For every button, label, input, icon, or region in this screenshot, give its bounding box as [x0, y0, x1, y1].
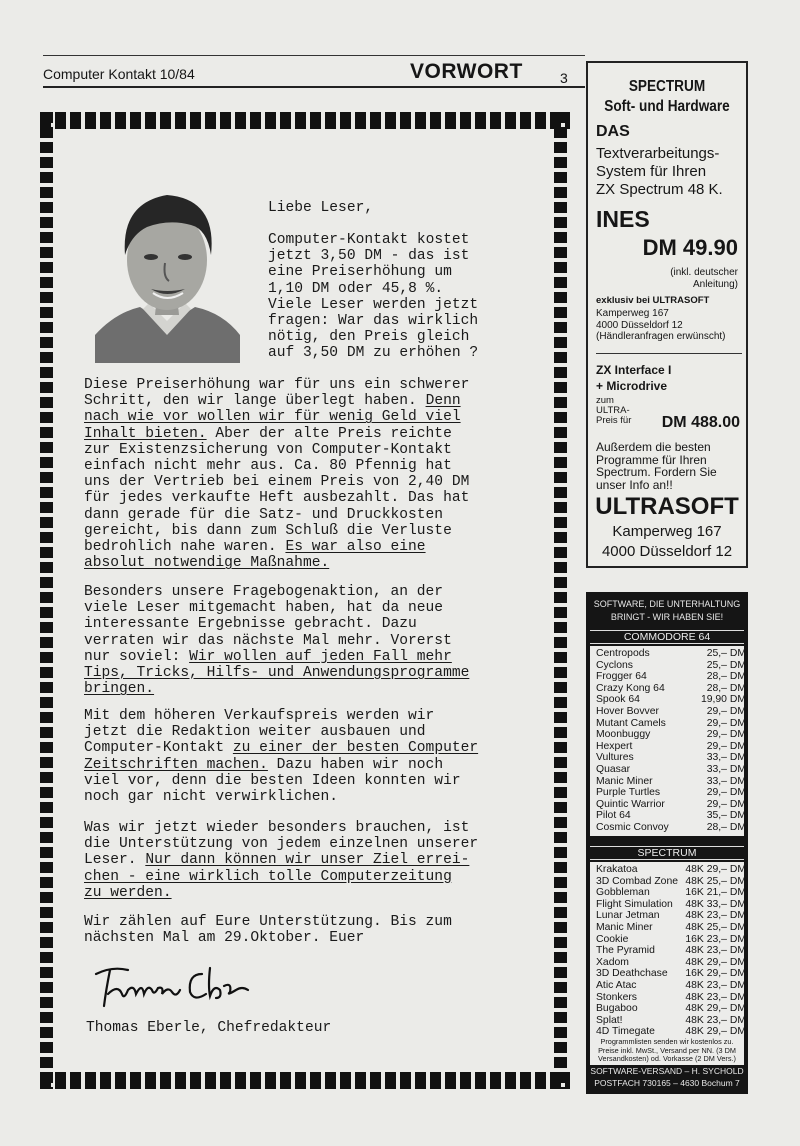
game-price: 48K 25,– DM — [685, 922, 746, 933]
game-name: Lunar Jetman — [596, 910, 660, 922]
game-name: 3D Deathchase — [596, 968, 668, 980]
page-number: 3 — [560, 70, 568, 86]
p3-text-b: Dazu haben wir noch viel vor, denn die besten Ideen konnten wir noch gar nicht verwirklichen. — [84, 756, 461, 806]
spectrum-list — [590, 862, 744, 1038]
ad-exclusive: exklusiv bei ULTRASOFT — [596, 295, 710, 306]
game-name: Spook 64 — [596, 694, 640, 706]
p4-underline-2: chen - eine wirklich tolle Computerzeitung — [84, 868, 452, 885]
game-row — [596, 729, 746, 741]
ad-title-spectrum: SPECTRUM — [628, 78, 706, 95]
game-name: Xadom — [596, 956, 629, 968]
intro-paragraph: Computer-Kontakt kostet jetzt 3,50 DM - das ist eine Preiserhöhung um 1,10 DM oder 45,8 %. Viele Leser werden jetzt fragen: War das wirklich nötig, den Preis gleich auf 3,50 DM zu erhöhen ? — [268, 232, 479, 362]
game-price: 29,– DM — [706, 706, 746, 717]
game-row — [596, 671, 746, 683]
signer-name: Thomas Eberle, Chefredakteur — [86, 1020, 332, 1036]
section-title: VORWORT — [410, 60, 523, 83]
game-price: 16K 21,– DM — [685, 887, 746, 899]
game-name: 4D Timegate — [596, 1026, 655, 1038]
game-price: 48K 29,– DM — [685, 1003, 746, 1015]
game-row — [596, 887, 746, 899]
game-name: Frogger 64 — [596, 671, 647, 683]
game-name: Purple Turtles — [596, 787, 661, 799]
game-price: 28,– DM — [706, 822, 746, 833]
frame-left — [40, 112, 53, 1089]
p2-underline-2: Tips, Tricks, Hilfs- und Anwendungsprogramme — [84, 665, 470, 682]
game-row — [596, 980, 746, 992]
game-row — [596, 648, 746, 660]
game-name: Centropods — [596, 648, 650, 659]
software-footer-address: POSTFACH 730165 – 4630 Bochum 7 — [594, 1078, 740, 1088]
p1-underline-2: nach wie vor wollen wir für wenig Geld viel — [84, 409, 461, 426]
game-price: 25,– DM — [706, 659, 746, 671]
game-price: 48K 23,– DM — [685, 980, 746, 991]
p2-underline-3: bringen. — [84, 681, 155, 698]
game-price: 29,– DM — [706, 787, 746, 799]
paragraph-3 — [84, 708, 478, 805]
commodore-label: COMMODORE 64 — [590, 630, 744, 644]
game-name: Hexpert — [596, 740, 633, 752]
game-row — [596, 992, 746, 1004]
frame-bottom — [40, 1072, 570, 1089]
game-name: Quintic Warrior — [596, 798, 665, 810]
game-name: Manic Miner — [596, 922, 653, 933]
ad-divider — [596, 353, 742, 354]
p4-underline-3: zu werden. — [84, 884, 172, 901]
software-footer-name: SOFTWARE-VERSAND – H. SYCHOLD — [590, 1066, 744, 1076]
p4-text-a: Was wir jetzt wieder besonders brauchen, ist die Unterstützung von jedem einzelnen unserer Leser. — [84, 820, 479, 869]
game-name: Pilot 64 — [596, 810, 631, 822]
header-rule — [43, 86, 585, 88]
game-row — [596, 876, 746, 888]
game-price: 29,– DM — [706, 729, 746, 741]
game-name: Krakatoa — [596, 864, 638, 875]
p3-text-a: Mit dem höheren Verkaufspreis werden wir jetzt die Redaktion weiter ausbauen und Computer-Kontakt — [84, 708, 435, 757]
commodore-list — [590, 646, 744, 836]
game-row — [596, 810, 746, 822]
game-price: 28,– DM — [706, 682, 746, 694]
ad-address: Kamperweg 167 4000 Düsseldorf 12 (Händleranfragen erwünscht) — [596, 308, 726, 342]
p3-underline-1: zu einer der besten Computer — [232, 740, 479, 757]
game-price: 25,– DM — [706, 648, 746, 659]
game-name: Manic Miner — [596, 775, 653, 787]
ad-extra-text: Außerdem die besten Programme für Ihren Spectrum. Fordern Sie unser Info an!! — [596, 440, 717, 492]
game-price: 19,90 DM — [700, 694, 746, 706]
game-row — [596, 945, 746, 957]
game-row — [596, 922, 746, 934]
salutation: Liebe Leser, — [268, 200, 374, 216]
game-price: 48K 23,– DM — [685, 991, 746, 1003]
game-price: 35,– DM — [706, 810, 746, 822]
game-row — [596, 718, 746, 730]
paragraph-4 — [84, 820, 478, 901]
game-price: 48K 33,– DM — [685, 898, 746, 910]
game-price: 48K 23,– DM — [685, 1014, 746, 1026]
game-row — [596, 694, 746, 706]
game-price: 48K 25,– DM — [685, 875, 746, 887]
game-name: Stonkers — [596, 991, 638, 1003]
game-name: Flight Simulation — [596, 898, 673, 910]
game-row — [596, 864, 746, 876]
game-row — [596, 934, 746, 946]
ultrasoft-ad — [586, 61, 748, 568]
game-name: Cyclons — [596, 659, 633, 671]
game-price: 29,– DM — [706, 740, 746, 752]
software-note: Programmlisten senden wir kostenlos zu. Preise inkl. MwSt., Versand per NN. (3 DM Versandkosten) od. Vorkasse (2 DM Vers.) — [590, 1037, 744, 1065]
game-row — [596, 787, 746, 799]
game-name: Moonbuggy — [596, 729, 651, 741]
game-name: Hover Bovver — [596, 706, 659, 717]
ad-zx-interface: ZX Interface I — [596, 363, 672, 377]
game-price: 48K 29,– DM — [685, 956, 746, 968]
game-row — [596, 706, 746, 718]
ad-product-name: INES — [596, 206, 650, 232]
game-price: 33,– DM — [706, 752, 746, 764]
game-name: Atic Atac — [596, 980, 637, 991]
game-name: 3D Combad Zone — [596, 875, 679, 887]
ad-product-price: DM 49.90 — [642, 235, 738, 260]
game-name: Quasar — [596, 764, 631, 775]
game-row — [596, 899, 746, 911]
software-headline: SOFTWARE, DIE UNTERHALTUNG BRINGT - WIR HABEN SIE! — [593, 599, 741, 622]
ad-vat-note: (inkl. deutscher Anleitung) — [670, 267, 738, 290]
game-row — [596, 822, 746, 834]
game-price: 48K 23,– DM — [685, 945, 746, 957]
game-row — [596, 752, 746, 764]
paragraph-5: Wir zählen auf Eure Unterstützung. Bis zum nächsten Mal am 29.Oktober. Euer — [84, 914, 452, 947]
frame-top — [40, 112, 570, 129]
game-row — [596, 1015, 746, 1027]
game-row — [596, 776, 746, 788]
game-price: 29,– DM — [706, 798, 746, 810]
game-name: Mutant Camels — [596, 717, 666, 729]
game-name: Splat! — [596, 1014, 623, 1026]
game-name: The Pyramid — [596, 945, 655, 957]
p1-text-a: Diese Preiserhöhung war für uns ein schwerer Schritt, den wir lange überlegt haben. — [84, 377, 470, 410]
p1-underline-3: Inhalt bieten. — [84, 425, 207, 442]
ad-microdrive: + Microdrive — [596, 379, 668, 393]
ad-brand: ULTRASOFT — [595, 493, 739, 520]
paragraph-2 — [84, 584, 469, 697]
game-price: 48K 29,– DM — [685, 864, 746, 875]
frame-right — [554, 112, 567, 1089]
game-row — [596, 764, 746, 776]
game-name: Vultures — [596, 752, 634, 764]
handwritten-signature — [92, 960, 252, 1015]
game-price: 33,– DM — [706, 775, 746, 787]
game-name: Cosmic Convoy — [596, 822, 669, 833]
p2-text-a: Besonders unsere Fragebogenaktion, an der viele Leser mitgemacht haben, hat da neue interessante Ergebnisse gebracht. Dazu verraten wir das nächste Mal mehr. Vorerst nur soviel: — [84, 584, 452, 665]
game-price: 16K 23,– DM — [685, 933, 746, 945]
p4-underline-1: Nur dann können wir unser Ziel errei- — [145, 852, 470, 869]
game-row — [596, 660, 746, 672]
game-row — [596, 683, 746, 695]
game-price: 48K 29,– DM — [685, 1026, 746, 1038]
ad-zum-label: zum ULTRA- Preis für — [596, 395, 632, 426]
top-rule — [43, 55, 585, 56]
game-name: Gobbleman — [596, 887, 650, 899]
p1-underline-1: Denn — [425, 393, 461, 410]
p3-underline-2: Zeitschriften machen. — [84, 756, 268, 773]
p1-underline-5: absolut notwendige Maßnahme. — [84, 555, 330, 572]
software-versand-ad — [586, 592, 748, 1094]
game-price: 16K 29,– DM — [685, 968, 746, 980]
ad-title-soft-hardware: Soft- und Hardware — [604, 98, 730, 115]
game-price: 48K 23,– DM — [685, 910, 746, 922]
ad-street: Kamperweg 167 — [612, 523, 722, 540]
game-row — [596, 910, 746, 922]
p1-text-b: Aber der alte Preis reichte zur Existenzsicherung von Computer-Kontakt einfach nicht mehr aus. Ca. 80 Pfennig hat uns der Vertrieb bei einem Preis von 2,40 DM für jedes verkaufte Heft ausbezahlt. Das hat dann gerade für die Satz- und Druckkosten gereicht, bis dann zum Schluß die Verluste bedrohlich nahe waren. — [84, 425, 470, 556]
game-name: Bugaboo — [596, 1003, 638, 1015]
ad-das: DAS — [596, 123, 630, 140]
p1-underline-4: Es war also eine — [285, 539, 426, 556]
ad-city: 4000 Düsseldorf 12 — [601, 543, 733, 560]
game-price: 28,– DM — [706, 671, 746, 683]
game-price: 33,– DM — [706, 764, 746, 775]
game-row — [596, 1003, 746, 1015]
spectrum-label: SPECTRUM — [590, 846, 744, 860]
paragraph-1 — [84, 377, 469, 571]
game-name: Cookie — [596, 933, 629, 945]
game-price: 29,– DM — [706, 717, 746, 729]
ad-zx-price: DM 488.00 — [661, 414, 740, 431]
game-row — [596, 968, 746, 980]
ad-description: Textverarbeitungs- System für Ihren ZX Spectrum 48 K. — [596, 145, 723, 198]
game-row — [596, 741, 746, 753]
p2-underline-1: Wir wollen auf jeden Fall mehr — [189, 648, 452, 665]
editor-portrait — [95, 185, 240, 363]
issue-label: Computer Kontakt 10/84 — [43, 66, 195, 82]
game-row — [596, 799, 746, 811]
game-row — [596, 957, 746, 969]
game-name: Crazy Kong 64 — [596, 682, 665, 694]
